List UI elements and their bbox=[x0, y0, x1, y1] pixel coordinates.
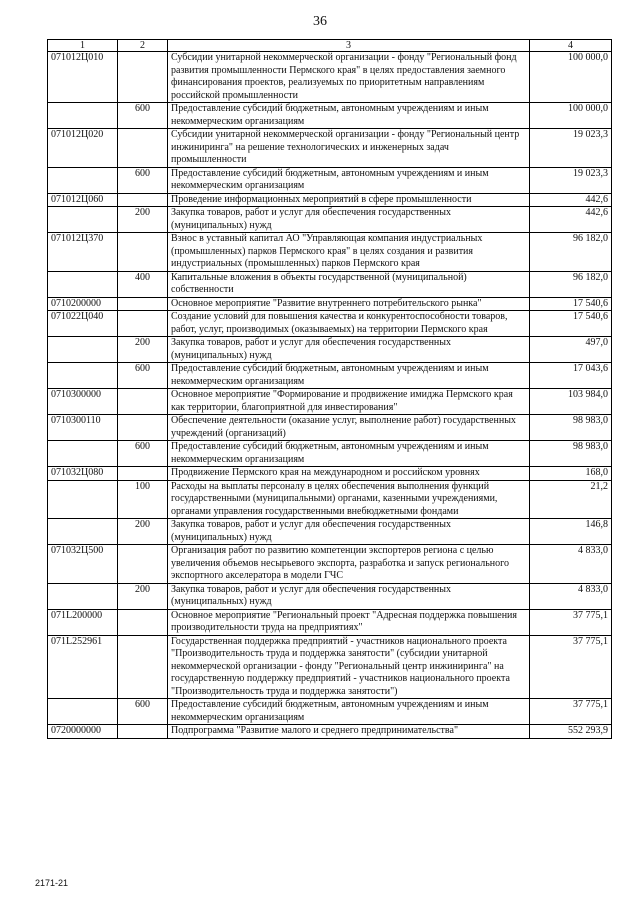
expense-type-cell bbox=[118, 725, 168, 739]
code-cell bbox=[48, 699, 118, 725]
expense-type-cell: 600 bbox=[118, 699, 168, 725]
column-header: 3 bbox=[168, 40, 530, 52]
item-name-cell: Государственная поддержка предприятий - участников национального проекта "Производительность труда и поддержка занятости" (субсидии унитарной некоммерческой организации - фонду "Региональный центр инжиниринга" на государственную поддержку предприятий - участников национального проекта "Производительность труда и поддержка занятости") bbox=[168, 635, 530, 699]
code-cell: 071012Ц020 bbox=[48, 129, 118, 168]
amount-cell: 17 540,6 bbox=[530, 297, 612, 311]
item-name-cell: Создание условий для повышения качества и конкурентоспособности товаров, работ, услуг, производимых (оказываемых) на территории Пермского края bbox=[168, 311, 530, 337]
item-name-cell: Предоставление субсидий бюджетным, автономным учреждениям и иным некоммерческим организациям bbox=[168, 363, 530, 389]
expense-type-cell: 200 bbox=[118, 337, 168, 363]
item-name-cell: Закупка товаров, работ и услуг для обеспечения государственных (муниципальных) нужд bbox=[168, 337, 530, 363]
item-name-cell: Обеспечение деятельности (оказание услуг, выполнение работ) государственных учреждений (организаций) bbox=[168, 415, 530, 441]
code-cell: 0720000000 bbox=[48, 725, 118, 739]
table-row bbox=[48, 725, 612, 739]
amount-cell: 37 775,1 bbox=[530, 635, 612, 699]
expense-type-cell: 200 bbox=[118, 207, 168, 233]
code-cell: 071032Ц080 bbox=[48, 467, 118, 481]
code-cell bbox=[48, 207, 118, 233]
amount-cell: 442,6 bbox=[530, 193, 612, 207]
table-row bbox=[48, 635, 612, 699]
item-name-cell: Взнос в уставный капитал АО "Управляющая компания индустриальных (промышленных) парков Пермского края" в целях создания и развития индустриальных (промышленных) парков Пермского края bbox=[168, 233, 530, 272]
table-row bbox=[48, 167, 612, 193]
table-row bbox=[48, 311, 612, 337]
item-name-cell: Продвижение Пермского края на международном и российском уровнях bbox=[168, 467, 530, 481]
column-header: 1 bbox=[48, 40, 118, 52]
amount-cell: 98 983,0 bbox=[530, 441, 612, 467]
table-row bbox=[48, 337, 612, 363]
table-row bbox=[48, 467, 612, 481]
code-cell bbox=[48, 363, 118, 389]
table-header-row bbox=[48, 40, 612, 52]
item-name-cell: Закупка товаров, работ и услуг для обеспечения государственных (муниципальных) нужд bbox=[168, 519, 530, 545]
amount-cell: 37 775,1 bbox=[530, 699, 612, 725]
amount-cell: 17 043,6 bbox=[530, 363, 612, 389]
expense-type-cell bbox=[118, 389, 168, 415]
item-name-cell: Основное мероприятие "Региональный проект "Адресная поддержка повышения производительности труда на предприятиях" bbox=[168, 609, 530, 635]
expense-type-cell bbox=[118, 233, 168, 272]
code-cell: 071032Ц500 bbox=[48, 545, 118, 584]
code-cell: 0710200000 bbox=[48, 297, 118, 311]
code-cell: 071012Ц060 bbox=[48, 193, 118, 207]
expense-type-cell: 600 bbox=[118, 103, 168, 129]
item-name-cell: Закупка товаров, работ и услуг для обеспечения государственных (муниципальных) нужд bbox=[168, 583, 530, 609]
expense-type-cell bbox=[118, 415, 168, 441]
item-name-cell: Расходы на выплаты персоналу в целях обеспечения выполнения функций государственными (муниципальными) органами, казенными учреждениями, органами управления государственными внебюджетными фондами bbox=[168, 480, 530, 519]
amount-cell: 442,6 bbox=[530, 207, 612, 233]
page-number: 36 bbox=[313, 14, 327, 29]
amount-cell: 96 182,0 bbox=[530, 271, 612, 297]
expense-type-cell bbox=[118, 545, 168, 584]
expense-type-cell bbox=[118, 609, 168, 635]
amount-cell: 17 540,6 bbox=[530, 311, 612, 337]
amount-cell: 19 023,3 bbox=[530, 167, 612, 193]
table-row bbox=[48, 519, 612, 545]
table-row bbox=[48, 207, 612, 233]
amount-cell: 4 833,0 bbox=[530, 583, 612, 609]
code-cell bbox=[48, 519, 118, 545]
item-name-cell: Предоставление субсидий бюджетным, автономным учреждениям и иным некоммерческим организациям bbox=[168, 103, 530, 129]
expense-type-cell: 600 bbox=[118, 167, 168, 193]
amount-cell: 19 023,3 bbox=[530, 129, 612, 168]
amount-cell: 552 293,9 bbox=[530, 725, 612, 739]
table-row bbox=[48, 363, 612, 389]
amount-cell: 146,8 bbox=[530, 519, 612, 545]
table-row bbox=[48, 545, 612, 584]
table-row bbox=[48, 103, 612, 129]
table-row bbox=[48, 480, 612, 519]
expense-type-cell: 100 bbox=[118, 480, 168, 519]
amount-cell: 103 984,0 bbox=[530, 389, 612, 415]
item-name-cell: Предоставление субсидий бюджетным, автономным учреждениям и иным некоммерческим организациям bbox=[168, 699, 530, 725]
item-name-cell: Организация работ по развитию компетенции экспортеров региона с целью увеличения объемов несырьевого экспорта, разработка и запуск регионального экспортного акселератора в модели ГЧС bbox=[168, 545, 530, 584]
document-code: 2171-21 bbox=[35, 878, 69, 888]
expense-type-cell: 400 bbox=[118, 271, 168, 297]
item-name-cell: Подпрограмма "Развитие малого и среднего предпринимательства" bbox=[168, 725, 530, 739]
table-row bbox=[48, 129, 612, 168]
table-row bbox=[48, 52, 612, 103]
item-name-cell: Основное мероприятие "Формирование и продвижение имиджа Пермского края как территории, благоприятной для инвестирования" bbox=[168, 389, 530, 415]
table-row bbox=[48, 415, 612, 441]
expense-type-cell bbox=[118, 129, 168, 168]
table-row bbox=[48, 583, 612, 609]
item-name-cell: Субсидии унитарной некоммерческой организации - фонду "Региональный центр инжиниринга" на решение технологических и инженерных задач промышленности bbox=[168, 129, 530, 168]
code-cell bbox=[48, 583, 118, 609]
code-cell: 071012Ц010 bbox=[48, 52, 118, 103]
amount-cell: 168,0 bbox=[530, 467, 612, 481]
amount-cell: 100 000,0 bbox=[530, 103, 612, 129]
code-cell: 071L252961 bbox=[48, 635, 118, 699]
amount-cell: 96 182,0 bbox=[530, 233, 612, 272]
expense-type-cell bbox=[118, 467, 168, 481]
code-cell: 071012Ц370 bbox=[48, 233, 118, 272]
table-row bbox=[48, 609, 612, 635]
table-row bbox=[48, 271, 612, 297]
code-cell bbox=[48, 167, 118, 193]
table-row bbox=[48, 389, 612, 415]
table-row bbox=[48, 233, 612, 272]
item-name-cell: Субсидии унитарной некоммерческой организации - фонду "Региональный фонд развития промышленности Пермского края" в целях предоставления заемного финансирования проектов, реализуемых по приоритетным направлениям российской промышленности bbox=[168, 52, 530, 103]
expense-type-cell: 200 bbox=[118, 583, 168, 609]
budget-table bbox=[47, 39, 612, 739]
item-name-cell: Проведение информационных мероприятий в сфере промышленности bbox=[168, 193, 530, 207]
expense-type-cell bbox=[118, 635, 168, 699]
code-cell bbox=[48, 103, 118, 129]
item-name-cell: Капитальные вложения в объекты государственной (муниципальной) собственности bbox=[168, 271, 530, 297]
code-cell: 0710300110 bbox=[48, 415, 118, 441]
table-row bbox=[48, 699, 612, 725]
amount-cell: 497,0 bbox=[530, 337, 612, 363]
code-cell bbox=[48, 271, 118, 297]
code-cell: 071L200000 bbox=[48, 609, 118, 635]
column-header: 4 bbox=[530, 40, 612, 52]
code-cell: 071022Ц040 bbox=[48, 311, 118, 337]
code-cell: 0710300000 bbox=[48, 389, 118, 415]
amount-cell: 37 775,1 bbox=[530, 609, 612, 635]
amount-cell: 98 983,0 bbox=[530, 415, 612, 441]
expense-type-cell bbox=[118, 193, 168, 207]
code-cell bbox=[48, 441, 118, 467]
table-row bbox=[48, 441, 612, 467]
expense-type-cell bbox=[118, 311, 168, 337]
code-cell bbox=[48, 480, 118, 519]
expense-type-cell: 600 bbox=[118, 363, 168, 389]
amount-cell: 21,2 bbox=[530, 480, 612, 519]
amount-cell: 100 000,0 bbox=[530, 52, 612, 103]
item-name-cell: Основное мероприятие "Развитие внутреннего потребительского рынка" bbox=[168, 297, 530, 311]
item-name-cell: Закупка товаров, работ и услуг для обеспечения государственных (муниципальных) нужд bbox=[168, 207, 530, 233]
amount-cell: 4 833,0 bbox=[530, 545, 612, 584]
code-cell bbox=[48, 337, 118, 363]
item-name-cell: Предоставление субсидий бюджетным, автономным учреждениям и иным некоммерческим организациям bbox=[168, 167, 530, 193]
expense-type-cell bbox=[118, 297, 168, 311]
expense-type-cell: 200 bbox=[118, 519, 168, 545]
table-row bbox=[48, 297, 612, 311]
table-row bbox=[48, 193, 612, 207]
item-name-cell: Предоставление субсидий бюджетным, автономным учреждениям и иным некоммерческим организациям bbox=[168, 441, 530, 467]
expense-type-cell: 600 bbox=[118, 441, 168, 467]
column-header: 2 bbox=[118, 40, 168, 52]
expense-type-cell bbox=[118, 52, 168, 103]
